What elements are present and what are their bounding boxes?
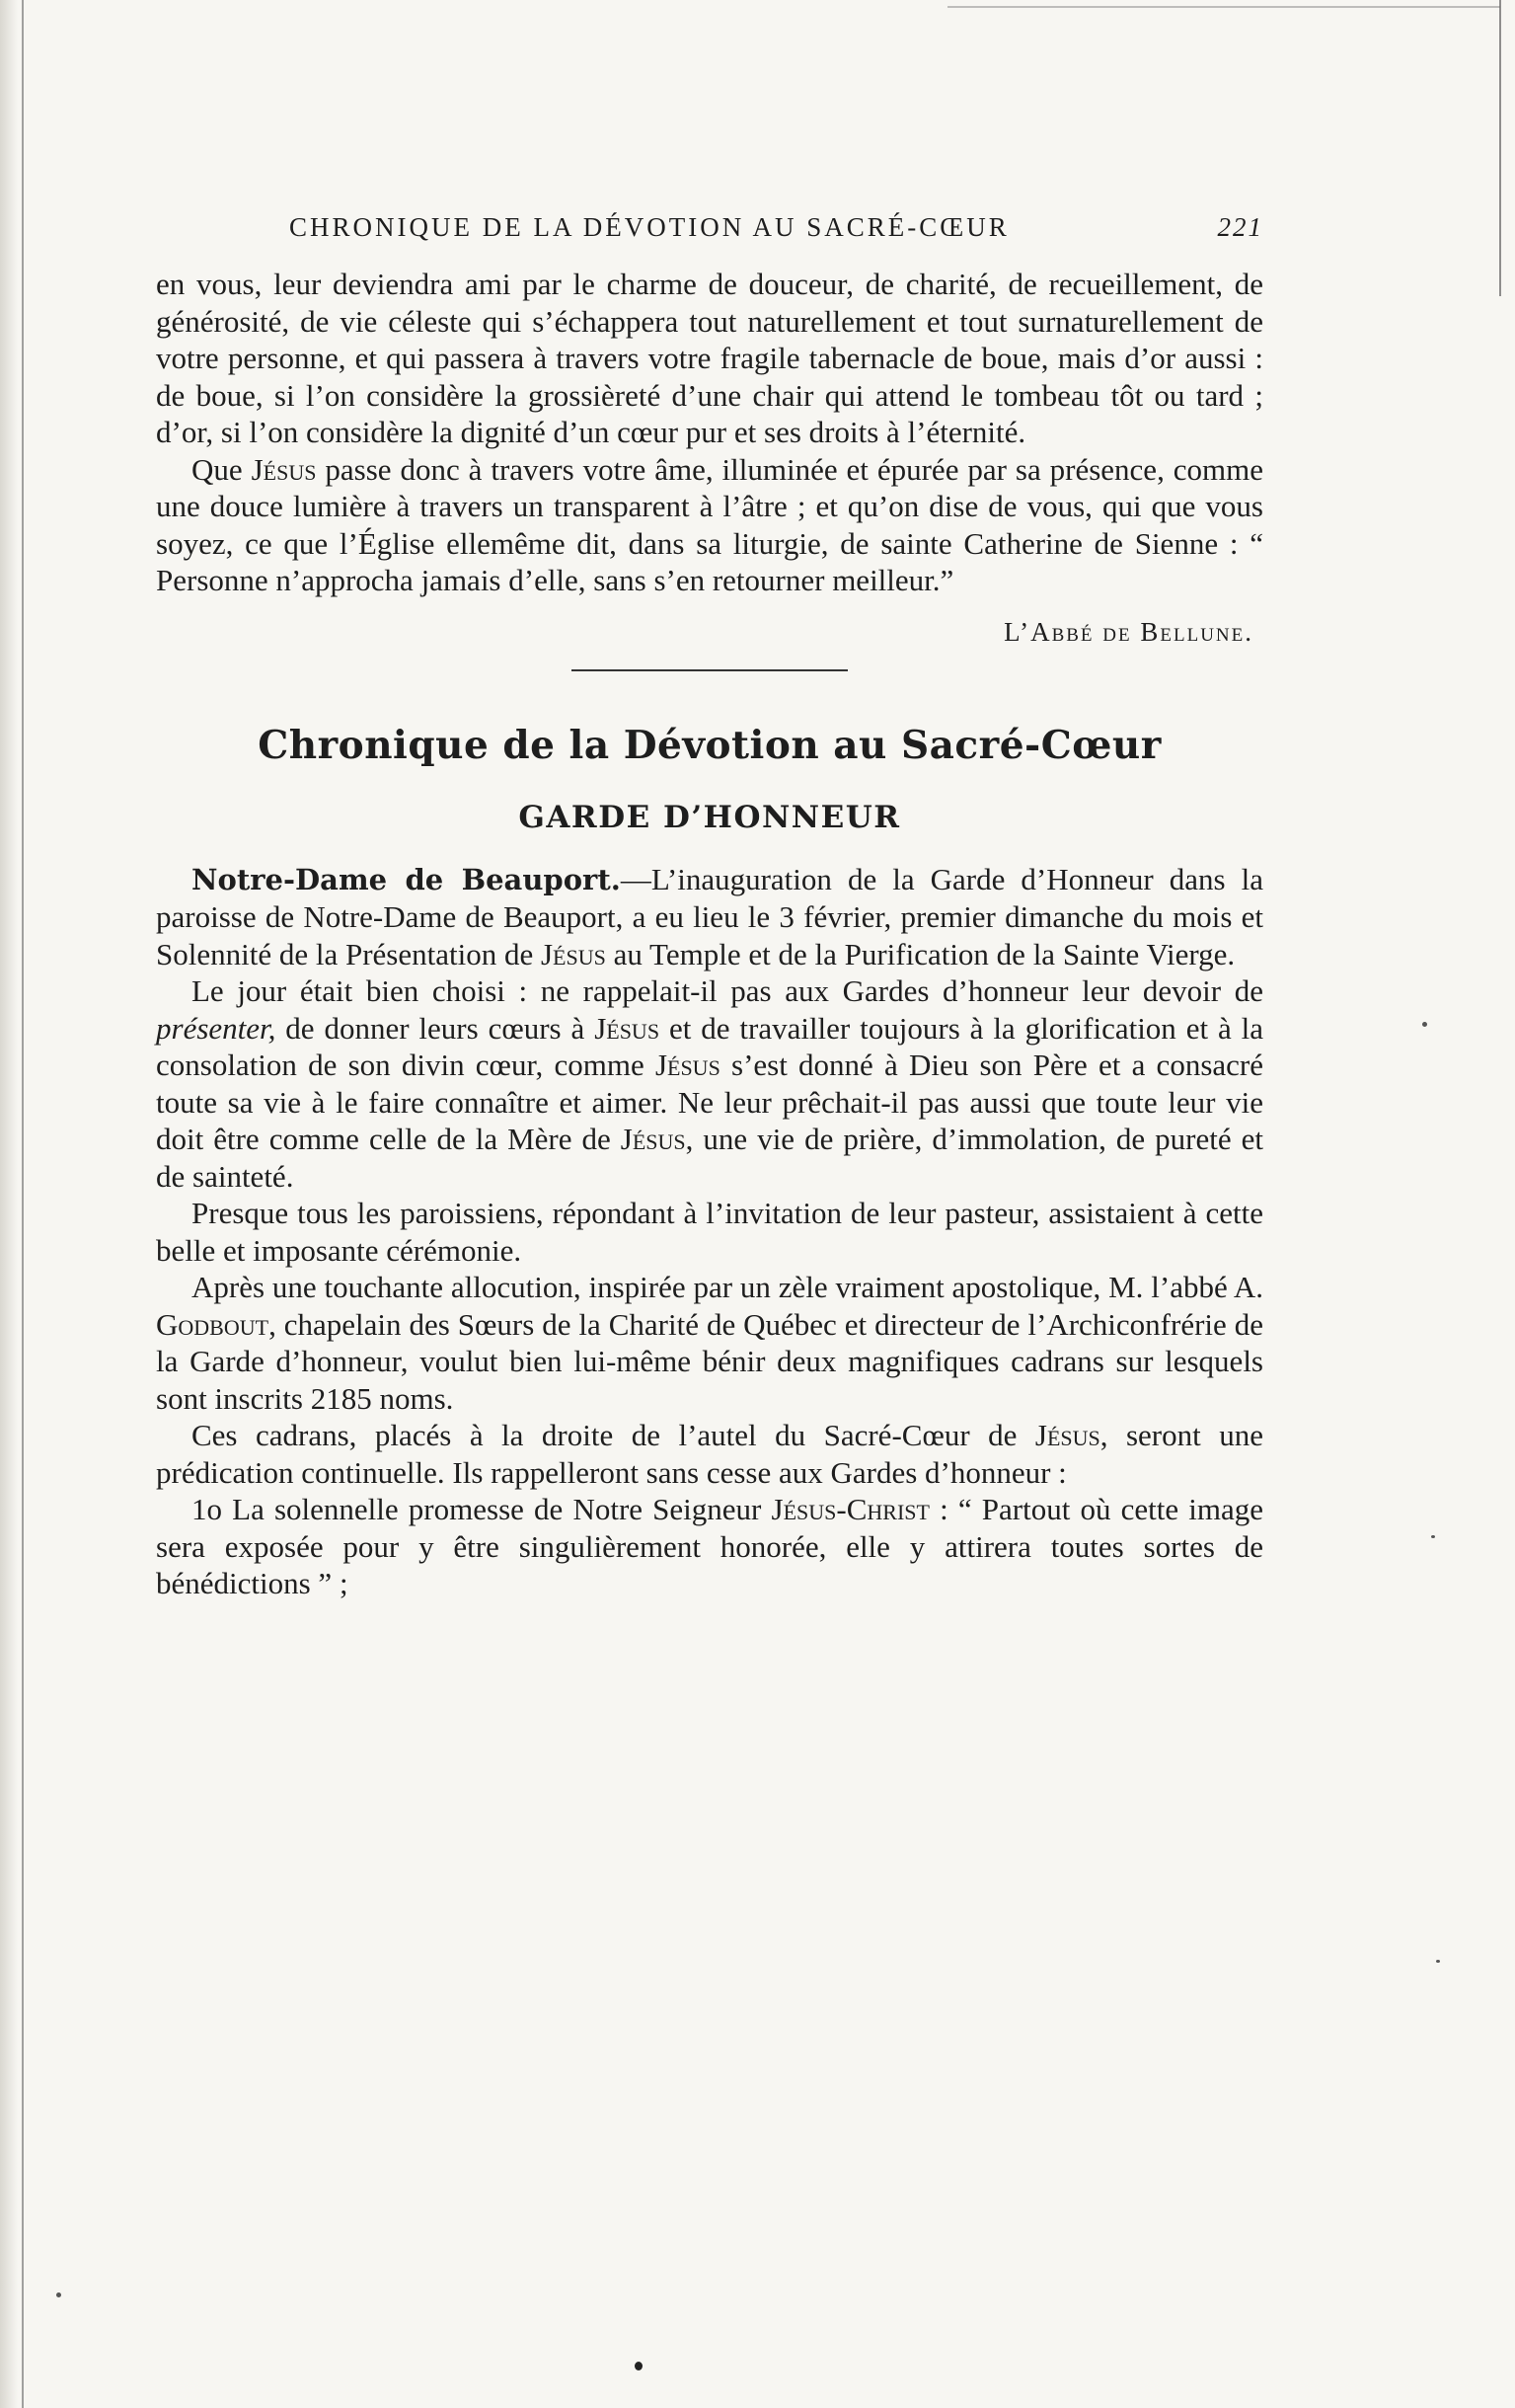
name-jesus: Jésus [540, 936, 606, 971]
name-godbout: Godbout [156, 1306, 269, 1342]
print-speck [1436, 1960, 1440, 1963]
name-jesus: Jésus [251, 451, 317, 487]
text-run: passe donc à travers votre âme, illuminée et épurée par sa présence, comme une douce lumière à travers un transparent à l’âtre ; et qu’on dise de vous, qui que vous soyez, ce que l’Église ellemême dit, dans sa liturgie, de sainte Catherine de Sienne : “ Personne n’approcha jamais d’elle, sans s’en retourner meilleur.” [156, 451, 1263, 597]
paragraph-parishioners: Presque tous les paroissiens, répondant à l’invitation de leur pasteur, assistaient à cette belle et imposante cérémonie. [156, 1196, 1263, 1268]
paragraph-cadrans [156, 1417, 1263, 1491]
name-jesus: Jésus [1034, 1418, 1100, 1452]
name-jesus: Jésus [654, 1048, 720, 1082]
section-subtitle: GARDE D’HONNEUR [518, 799, 901, 835]
paragraph-day-choice [156, 972, 1263, 1195]
paragraph-beauport [156, 861, 1263, 973]
text-run: Après une touchante allocution, inspirée par un zèle vraiment apostolique, M. l’abbé A. [191, 1270, 1263, 1304]
name-jesus: Jésus [620, 1122, 686, 1156]
text-run: de donner leurs cœurs à [275, 1010, 595, 1046]
binding-edge-line [22, 0, 24, 2408]
paragraph-allocution [156, 1269, 1263, 1417]
page-number: 221 [1217, 212, 1263, 242]
print-speck [1422, 1022, 1427, 1027]
paragraph-promise [156, 1491, 1263, 1602]
section-divider [571, 669, 848, 671]
text-run: —L’inauguration de la Garde d’Honneur dans la paroisse de Notre-Dame de Beauport, a eu lieu le 3 février, premier dimanche du mois et Solennité de la Présentation de [156, 861, 1263, 971]
place-heading: Notre-Dame de Beauport. [191, 862, 621, 896]
article-conclusion [156, 266, 1263, 648]
text-run: au Temple et de la Purification de la Sainte Vierge. [605, 936, 1236, 971]
book-page [156, 212, 1263, 1602]
text-run: et de travailler toujours à la glorification et à la consolation de son divin cœur, comme [156, 1010, 1264, 1082]
page-edge-shadow [0, 0, 18, 2408]
author-signature: L’Abbé de Bellune. [1004, 616, 1253, 647]
emphasis-presenter: présenter, [156, 1010, 276, 1046]
name-jesus: Jésus [594, 1010, 660, 1046]
text-run: , seront une prédication continuelle. Ils rappelleront sans cesse aux Gardes d’honneur : [156, 1418, 1263, 1490]
top-edge-mark [947, 6, 1500, 8]
name-jesus-christ: Jésus-Christ [771, 1492, 930, 1526]
paragraph-continuation: en vous, leur deviendra ami par le charme de douceur, de charité, de recueillement, de générosité, de vie céleste qui s’échappera tout naturellement et tout surnaturellement de votre personne, et qui passera à travers votre fragile tabernacle de boue, mais d’or aussi : de boue, si l’on considère la grossièreté d’une chair qui attend le tombeau tôt ou tard ; d’or, si l’on considère la dignité d’un cœur pur et ses droits à l’éternité. [156, 267, 1263, 449]
text-run: , une vie de prière, d’immolation, de pureté et de sainteté. [156, 1122, 1263, 1194]
text-run: : “ Partout où cette image sera exposée pour y être singulièrement honorée, elle y attirera toutes sortes de bénédictions ” ; [156, 1492, 1263, 1600]
section-title: Chronique de la Dévotion au Sacré-Cœur [258, 722, 1162, 768]
text-run: Le jour était bien choisi : ne rappelait-il pas aux Gardes d’honneur leur devoir de [191, 973, 1263, 1008]
text-run: s’est donné à Dieu son Père et a consacré toute sa vie à le faire connaître et aimer. Ne leur prêchait-il pas aussi que toute leur vie doit être comme celle de la Mère de [156, 1048, 1263, 1156]
right-edge-line [1499, 0, 1501, 296]
footer-dot [635, 2362, 643, 2370]
print-speck [1431, 1535, 1435, 1538]
print-speck [56, 2292, 61, 2297]
text-run: , chapelain des Sœurs de la Charité de Québec et directeur de l’Archiconfrérie de la Garde d’honneur, voulut bien lui-même bénir deux magnifiques cadrans sur lesquels sont inscrits 2185 noms. [156, 1306, 1263, 1416]
chronicle-body [156, 861, 1263, 1602]
text-run: Ces cadrans, placés à la droite de l’autel du Sacré-Cœur de [191, 1418, 1035, 1452]
running-header [156, 212, 1263, 252]
text-run: 1o La solennelle promesse de Notre Seigneur [191, 1492, 772, 1526]
paragraph-closing [156, 451, 1263, 599]
text-run: Que [191, 451, 252, 487]
running-title: CHRONIQUE DE LA DÉVOTION AU SACRÉ-CŒUR [289, 212, 1010, 242]
